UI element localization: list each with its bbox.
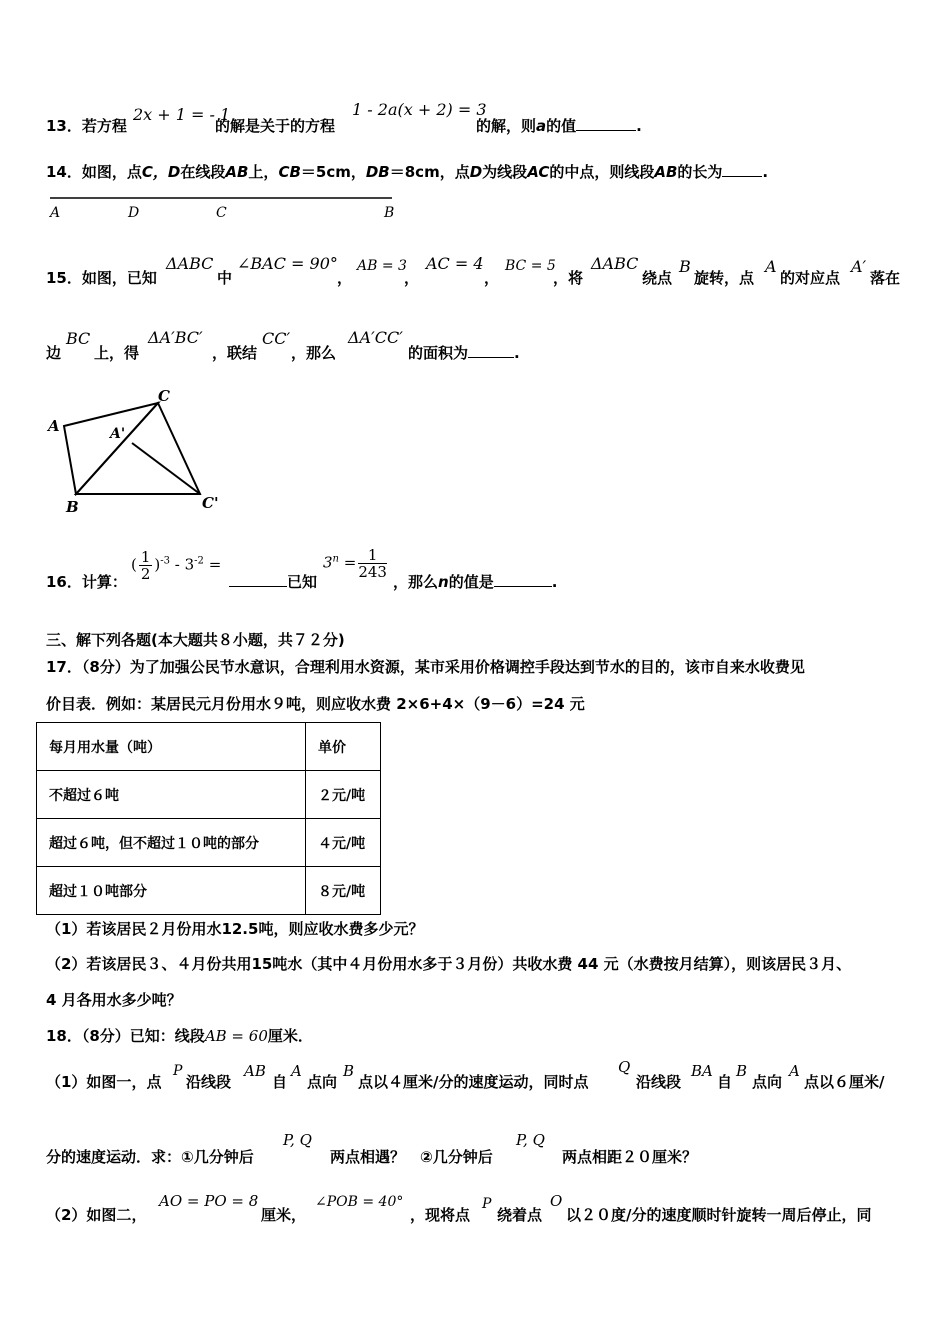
segment-a-prime-c-prime — [132, 443, 200, 494]
q15-point-a: A — [765, 257, 777, 276]
table-cell: ２元/吨 — [306, 771, 381, 819]
q13-equation-1: 2x + 1 = - 1 — [133, 105, 231, 124]
table-header: 单价 — [306, 723, 381, 771]
table-row — [37, 771, 381, 819]
q15-text: 的对应点 — [780, 269, 841, 287]
q18-point-q: Q — [618, 1058, 631, 1076]
q18-text: 绕着点 — [497, 1206, 543, 1224]
q15-triangle-4: ΔA′CC′ — [348, 328, 403, 347]
q16-expression-2: $3^n$ = $\frac{1}{243}$ — [323, 546, 387, 581]
q18-text: 点向 — [752, 1073, 783, 1091]
q16-blank-1: 已知 — [229, 572, 317, 592]
q15-ac: AC = 4 — [426, 254, 484, 273]
q18-point-p: P — [482, 1196, 492, 1212]
q18-text: 沿线段 — [186, 1073, 232, 1091]
q15-cc: CC′ — [262, 329, 291, 348]
q15-point-a-prime: A′ — [851, 257, 867, 276]
fig-label-c: C — [158, 387, 170, 405]
q17-line-1: 17．（8分）为了加强公民节水意识，合理利用水资源，某市采用价格调控手段达到节水的目的，该市自来水收费见 — [46, 658, 805, 676]
question-15: 15．如图，已知 — [46, 269, 157, 287]
label-a: A — [50, 205, 61, 221]
answer-blank[interactable] — [494, 572, 552, 587]
q18-points-pq: P, Q — [283, 1131, 312, 1149]
q15-ab: AB = 3 — [357, 258, 407, 274]
q18-text: 厘米， — [261, 1206, 307, 1224]
label-d: D — [128, 205, 140, 221]
label-b: B — [384, 205, 395, 221]
comma: ， — [484, 269, 500, 287]
q14-line-figure — [46, 190, 406, 222]
q15-text: ，那么 — [291, 344, 337, 362]
q15-text: 绕点 — [642, 269, 673, 287]
table-row — [37, 819, 381, 867]
q18-text: 自 — [272, 1073, 288, 1091]
q15-bc-2: BC — [66, 329, 91, 348]
price-table — [36, 722, 381, 915]
q15-text: 落在 — [870, 269, 901, 287]
q15-text: 边 — [46, 344, 62, 362]
q13-text-3: 的解，则a的值 . — [476, 117, 642, 135]
q18-text: 沿线段 — [636, 1073, 682, 1091]
q13-text-2: 的解是关于的方程 — [215, 117, 336, 135]
q15-point-b: B — [679, 257, 691, 276]
table-header: 每月用水量（吨） — [37, 723, 306, 771]
q18-text: 点以６厘米/ — [804, 1073, 885, 1091]
section-3-title: 三、解下列各题(本大题共８小题，共７２分) — [46, 631, 345, 649]
table-cell: ８元/吨 — [306, 867, 381, 915]
fig-label-a: A — [48, 417, 60, 435]
q18-point-b: B — [343, 1062, 355, 1080]
q18-text: 点以４厘米/分的速度运动，同时点 — [358, 1073, 589, 1091]
q18-point-a: A — [789, 1062, 800, 1080]
q18-segment-ab: AB — [244, 1062, 266, 1080]
answer-blank[interactable] — [576, 116, 636, 131]
q18-point-a: A — [291, 1062, 302, 1080]
table-cell: 超过１０吨部分 — [37, 867, 306, 915]
question-14: 14．如图，点C，D在线段AB上，CB＝5cm，DB＝8cm，点D为线段AC的中点，则线段AB的长为 . — [46, 163, 769, 181]
q18-text: 两点相距２０厘米？ — [562, 1148, 698, 1166]
q18-point-p: P — [173, 1063, 183, 1079]
q18-angle-pob: ∠POB = 40° — [315, 1194, 404, 1210]
q18-text: 分的速度运动．求：①几分钟后 — [46, 1148, 254, 1166]
q18-points-pq: P, Q — [516, 1131, 545, 1149]
q18-text: （2）如图二， — [46, 1206, 147, 1224]
q15-text: 上，得 — [94, 344, 140, 362]
q18-text: 自 — [717, 1073, 733, 1091]
answer-blank[interactable] — [722, 162, 762, 177]
q15-triangle-3: ΔA′BC′ — [148, 328, 203, 347]
q15-triangle-2: ΔABC — [591, 254, 639, 273]
fig-label-a-prime: A' — [110, 426, 126, 442]
q18-segment-ba: BA — [691, 1062, 713, 1080]
question-16: 16．计算： — [46, 573, 127, 591]
q17-sub-1: （1）若该居民２月份用水12.5吨，则应收水费多少元？ — [46, 920, 424, 938]
table-row — [37, 867, 381, 915]
table-cell: 超过６吨，但不超过１０吨的部分 — [37, 819, 306, 867]
answer-blank[interactable] — [229, 572, 287, 587]
q18-line-1: 18．（8分）已知：线段AB = 60厘米． — [46, 1027, 313, 1045]
q13-equation-2: 1 - 2a(x + 2) = 3 — [352, 100, 487, 119]
q15-bc: BC = 5 — [505, 258, 556, 274]
answer-blank[interactable] — [468, 343, 514, 358]
q18-text: 两点相遇？ ②几分钟后 — [330, 1148, 493, 1166]
q18-text: （1）如图一，点 — [46, 1073, 162, 1091]
q16-expression-1: ( $\frac{1}{2}$ )$^{-3} - 3^{-2}$ = — [131, 548, 222, 583]
fraction-half: $\frac{1}{2}$ — [140, 548, 151, 583]
triangle-abc — [64, 403, 158, 494]
q15-text: 旋转，点 — [694, 269, 755, 287]
question-13: 13．若方程 — [46, 117, 127, 135]
table-cell: 不超过６吨 — [37, 771, 306, 819]
label-c: C — [216, 205, 227, 221]
q15-angle: ∠BAC = 90° — [237, 254, 338, 273]
q15-triangle: ΔABC — [166, 254, 214, 273]
table-cell: ４元/吨 — [306, 819, 381, 867]
fraction-1-243: $\frac{1}{243}$ — [358, 546, 387, 581]
q18-point-o: O — [550, 1192, 563, 1210]
q17-line-2: 价目表．例如：某居民元月份用水９吨，则应收水费 2×6+4×（9－6）=24 元 — [46, 695, 585, 713]
q18-equation-ao-po: AO = PO = 8 — [159, 1192, 259, 1210]
q15-text-in: 中 — [217, 269, 233, 287]
q17-sub-2a: （2）若该居民３、４月份共用15吨水（其中４月份用水多于３月份）共收水费 44 元（水费按月结算），则该居民３月、 — [46, 955, 852, 973]
q18-point-b: B — [736, 1062, 748, 1080]
q18-text: 点向 — [307, 1073, 338, 1091]
q15-text-end: 的面积为 . — [408, 344, 520, 362]
fig-label-b: B — [66, 498, 79, 516]
q16-text-end: ，那么n的值是 . — [393, 573, 558, 591]
q17-sub-2b: 4 月各用水多少吨？ — [46, 991, 182, 1009]
q15-text: ，联结 — [212, 344, 258, 362]
q18-text: 以２０度/分的速度顺时针旋转一周后停止，同 — [566, 1206, 872, 1224]
q18-text: ，现将点 — [410, 1206, 471, 1224]
q15-text-jiang: ，将 — [553, 269, 584, 287]
fig-label-c-prime: C' — [202, 494, 219, 512]
table-header-row — [37, 723, 381, 771]
comma: ， — [404, 269, 420, 287]
comma: ， — [337, 269, 353, 287]
q15-triangle-figure — [44, 384, 234, 519]
